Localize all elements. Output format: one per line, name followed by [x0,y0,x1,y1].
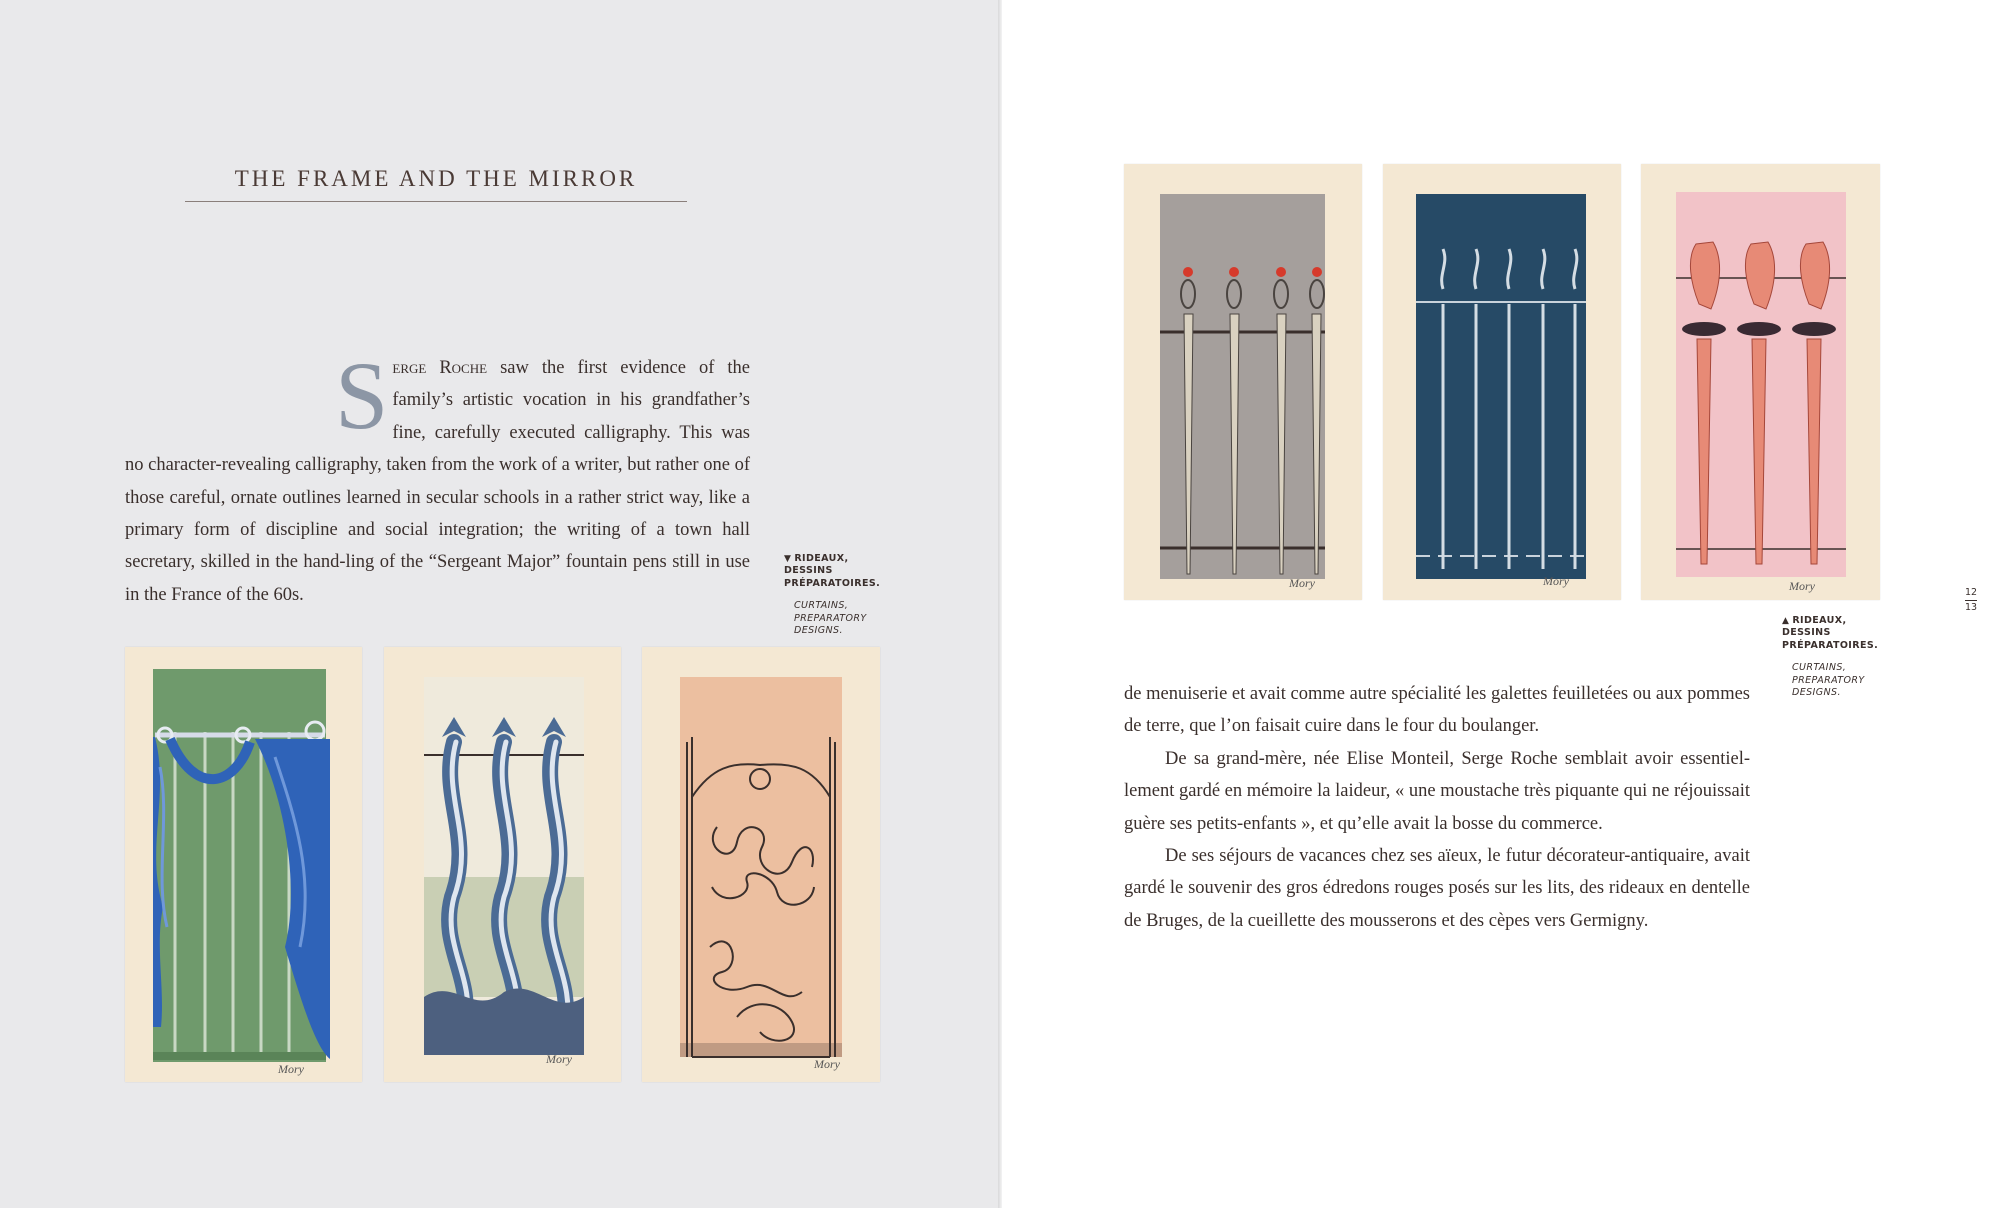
right-paragraph: De ses séjours de vacances chez ses aïeux, le futur décorateur-antiquaire, avait gardé le souvenir des gros édredons rouges posés sur les lits, des rideaux en dentelle de Bruges, de la cueillette des mousserons et des cèpes vers Germigny. [1124,846,1750,931]
caption-left-fr: RIDEAUX, DESSINS PRÉPARATOIRES. [784,553,881,589]
artist-signature: Mory [1289,576,1315,590]
chapter-title: THE FRAME AND THE MIRROR [234,166,638,191]
book-gutter [998,0,1002,1208]
artist-signature: Mory [1543,574,1569,588]
right-paragraph: de menuiserie et avait comme autre spécialité les galettes feuilletées ou aux pommes de terre, que l’on faisait cuire dans le four du boulanger. [1124,684,1750,737]
pink-figure-curtain-illustration [1641,164,1880,600]
plate-grey-spears [1124,164,1362,600]
caption-left-en: CURTAINS, PREPARATORY DESIGNS. [794,600,867,637]
caption-right [1782,615,1892,699]
plate-peach-gate [642,647,880,1082]
artist-signature: Mory [1789,579,1815,593]
caption-right-en: CURTAINS, PREPARATORY DESIGNS. [1792,662,1865,699]
arrow-up-icon: ▲ [1782,616,1790,626]
spear-curtain-illustration [1124,164,1362,600]
navy-rod-curtain-illustration [1383,164,1621,600]
right-body-text [1124,678,1750,937]
page-number-left: 12 [1965,587,1978,598]
wrought-iron-gate-illustration [642,647,880,1082]
caption-right-fr: RIDEAUX, DESSINS PRÉPARATOIRES. [1782,615,1879,651]
scroll-curtain-illustration [384,647,621,1082]
drop-cap: S [335,342,389,449]
title-rule [185,201,687,202]
plate-grey-scrolls [384,647,621,1082]
lead-smallcaps: erge Roche [392,358,488,378]
page-number-right: 13 [1965,602,1978,613]
artist-signature: Mory [546,1052,572,1066]
plate-navy-rods [1383,164,1621,600]
right-paragraph: De sa grand-mère, née Elise Monteil, Serge Roche semblait avoir essentiel-lement gardé en mémoire la laideur, « une moustache très piquante qui ne réjouissait guère ses petits-enfants », et qu’elle avait la bosse du commerce. [1124,748,1750,834]
folio-divider [1965,600,1977,601]
caption-left [784,553,894,637]
artist-signature: Mory [814,1057,840,1071]
left-body-text [125,342,750,611]
arrow-down-icon: ▼ [784,554,792,564]
plate-green-curtain [125,647,362,1082]
artist-signature: Mory [278,1062,304,1076]
page-numbers [1965,587,1977,614]
left-paragraph-text: saw the first evidence of the family’s artistic vocation in his grandfather’s fine, carefully executed calligraphy. This was no character-revealing calligraphy, taken from the work of a writer, but rather one of those careful, ornate outlines learned in secular schools in a rather strict way, like a primary form of discipline and social integration; the writing of a town hall secretary, skilled in the hand-ling of the “Sergeant Major” fountain pens still in use in the France of the 60s. [125,358,750,605]
green-curtain-illustration [125,647,362,1082]
plate-pink-figures [1641,164,1880,600]
